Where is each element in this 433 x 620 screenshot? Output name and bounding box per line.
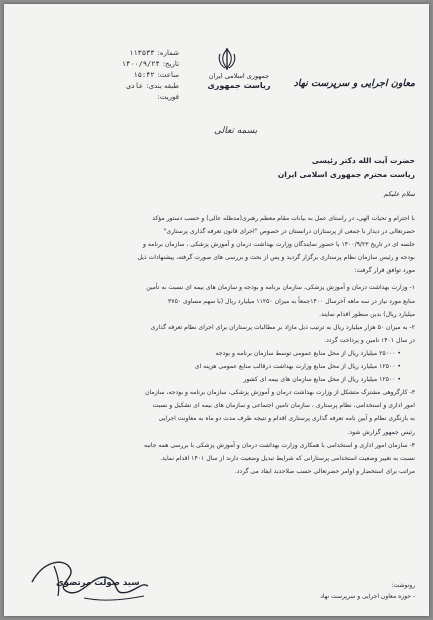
urgency-label: فوریت: <box>157 93 179 101</box>
closing-line: مراتب برای استحضار و اوامر حضرتعالی حسب صلاحدید ایفاد می گردد. <box>234 467 415 475</box>
item-3-line: به بازنگری نظام و آیین نامه تعرفه گذاری پرستاری اقدام و نتیجه ظرف مدت دو ماه به معاونت اجرایی <box>158 415 415 423</box>
cc-block <box>320 580 415 602</box>
letter-class: عادی <box>126 82 144 90</box>
item-4-line: نسبت به تغییر وضعیت استخدامی پرستارانی که شرایط تبدیل وضعیت دارند از سال ۱۴۰۱ اقدام نماید. <box>160 454 415 462</box>
item-1-line: میلیارد ریال) بدین منظور اقدام نمایند. <box>319 310 415 318</box>
funding-bullet: • ۲۵۰۰۰ میلیارد ریال از محل منابع عمومی توسط سازمان برنامه و بودجه <box>215 349 401 357</box>
intro-line: جلسه ای در تاریخ ۱۴۰۰/۹/۲۳ با حضور نمایندگان وزارت بهداشت درمان و آموزش پزشکی ، سازمان برنامه و <box>142 241 415 249</box>
addressee-line1: حضرت آیت الله دکتر رئیسی <box>311 156 415 165</box>
iran-emblem-icon <box>214 46 240 72</box>
item-3-line: امور اداری و استخدامی، نظام پرستاری ، سازمان تامین اجتماعی و سازمان های بیمه ای تشکیل و نسبت <box>152 402 415 410</box>
letter-body <box>17 212 415 478</box>
intro-line: بودجه و رئیس سازمان نظام پرستاری برگزار گردید و پس از بحث و بررسی های صورت گرفته، پیشنهادات ذیل <box>137 254 415 262</box>
class-label: طبقه بندی: <box>146 82 179 90</box>
item-1-line: منابع مورد نیاز در سه ماهه آخرسال ۱۴۰۰جمعاً به میزان ۱۱۲۵۰ میلیارد ریال (با سهم مساوی ۳۷۵۰ <box>168 297 415 305</box>
item-4-line: ۴- سازمان امور اداری و استخدامی با همکاری وزارت بهداشت درمان و آموزش پزشکی با بررسی همه جانبه <box>144 441 415 449</box>
item-2-line: در سال ۱۴۰۱ تامین و پرداخت گردد. <box>324 336 415 344</box>
funding-bullet: • ۱۲۵۰۰ میلیارد ریال از محل منابع سازمان های بیمه ای کشور <box>243 376 401 384</box>
signatory-name: سید صولت مرتضوی <box>56 578 140 588</box>
class-row <box>99 81 179 92</box>
addressee-line2: ریاست محترم جمهوری اسلامی ایران <box>277 170 415 179</box>
addressee-block <box>278 154 415 182</box>
item-2-line: ۲- به میزان ۵۰ هزار میلیارد ریال به ترتیب ذیل مازاد بر مطالبات پرستاران برای اجرای نظام تعرفه گذاری <box>150 323 415 331</box>
item-3-line: ۳- کارگروهی مشترک متشکل از وزارت بهداشت درمان و آموزش پزشکی، سازمان برنامه و بودجه، سازمان <box>145 389 415 397</box>
time-row <box>99 70 179 81</box>
emblem-caption <box>204 72 274 90</box>
letter-date: ۱۴۰۰/۹/۲۴ <box>121 60 160 68</box>
date-label: تاریخ: <box>162 60 179 68</box>
item-1-line: ۱- وزارت بهداشت درمان و آموزش پزشکی، سازمان برنامه و بودجه و سازمان های بیمه ای نسبت به تأمین <box>146 284 415 292</box>
office-title: معاون اجرایی و سرپرست نهاد <box>293 78 415 89</box>
letter-motto: بسمه تعالی <box>214 126 258 136</box>
urgency-row <box>99 92 179 103</box>
funding-bullet: • ۱۲۵۰۰ میلیارد ریال از محل منابع وزارت بهداشت درقالب منابع عمومی هزینه ای <box>194 363 401 371</box>
letter-time: ۱۵:۴۲ <box>133 71 155 79</box>
intro-line: حضرتعالی در دیدار با جمعی از پرستاران درانستان در خصوص "اجرای قانون تعرفه گذاری پرستاری" <box>163 228 415 236</box>
emblem-line2: ریاست جمهوری <box>207 81 271 90</box>
letter-metadata <box>99 48 179 103</box>
cc-line: - حوزه معاون اجرایی و سرپرست نهاد <box>320 593 415 600</box>
cc-label: رونوشت: <box>391 582 415 589</box>
item-3-line: رئیس جمهور گزارش شود. <box>347 428 415 436</box>
emblem-line1: جمهوری اسلامی ایران <box>208 72 270 80</box>
intro-line: مورد توافق قرار گرفت: <box>354 267 415 275</box>
greeting: سلام علیکم <box>383 190 415 198</box>
intro-line: با احترام و تحیات الهی، در راستای عمل به بیانات مقام معظم رهبری(مدظله عالی) و حسب دستور مؤکد <box>152 215 415 222</box>
number-row <box>99 48 179 59</box>
time-label: ساعت: <box>157 71 179 79</box>
date-row <box>99 59 179 70</box>
letter-page <box>4 4 429 616</box>
letter-number: ۱۱۳۵۳۳ <box>129 49 155 57</box>
number-label: شماره: <box>157 49 179 57</box>
